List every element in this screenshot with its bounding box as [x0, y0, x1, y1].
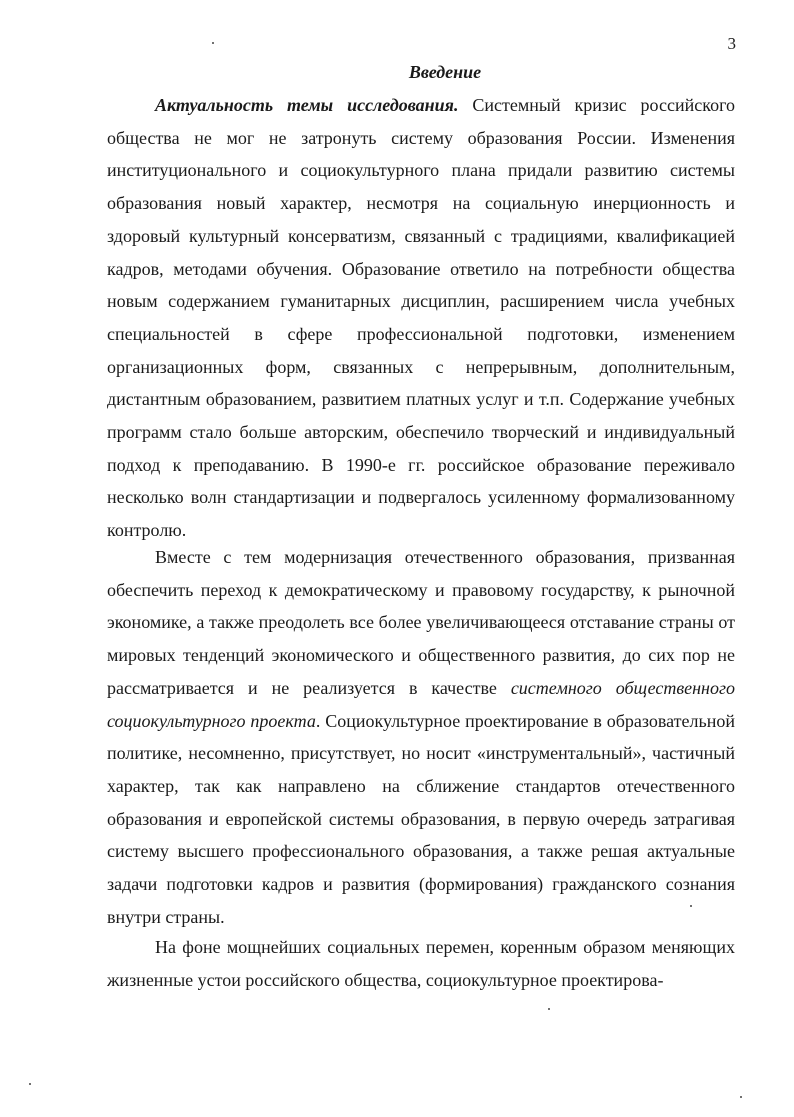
scan-speck	[212, 42, 214, 44]
scan-speck	[548, 1008, 550, 1010]
scan-speck	[740, 1096, 742, 1098]
paragraph-2-block	[107, 541, 735, 933]
scan-speck	[29, 1083, 31, 1085]
paragraph-3	[107, 931, 735, 996]
paragraph-1	[107, 89, 735, 547]
page-number: 3	[727, 34, 736, 53]
paragraph-1-text: Системный кризис российского общества не мог не затронуть систему образования России. Изменения институционального и социокультурного плана придали развитию системы образования новый характер, несмотря на социальную инерционность и здоровый культурный консерватизм, связанный с традициями, квалификацией кадров, методами обучения. Образование ответило на потребности общества новым содержанием гуманитарных дисциплин, расширением числа учебных специальностей в сфере профессиональной подготовки, изменением организационных форм, связанных с непрерывным, дополнительным, дистантным образованием, развитием платных услуг и т.п. Содержание учебных программ стало больше авторским, обеспечило творческий и индивидуальный подход к преподаванию. В 1990-е гг. российское образование переживало несколько волн стандартизации и подвергалось усиленному формализованному контролю.	[107, 95, 736, 541]
paragraph-1-block	[107, 89, 735, 547]
paragraph-2	[107, 541, 735, 933]
paragraph-1-lead: Актуальность темы исследования.	[155, 95, 459, 115]
paragraph-3-text: На фоне мощнейших социальных перемен, коренным образом меняющих жизненные устои российского общества, социокультурное проектирова-	[107, 937, 735, 990]
paragraph-3-block	[107, 931, 735, 996]
paragraph-2-text-before: Вместе с тем модернизация отечественного образования, призванная обеспечить переход к демократическому и правовому государству, к рыночной экономике, а также преодолеть все более увеличивающееся отставание страны от мировых тенденций экономического и общественного развития, до сих пор не рассматривается и не реализуется в качестве	[107, 547, 735, 698]
section-heading: Введение	[408, 62, 482, 82]
paragraph-2-emphasis: системного общественного социокультурного проекта	[107, 677, 735, 731]
paragraph-2-text-after: . Социокультурное проектирование в образовательной политике, несомненно, присутствует, но носит «инструментальный», частичный характер, так как направлено на сближение стандартов отечественного образования и европейской системы образования, в первую очередь затрагивая систему высшего профессионального образования, а также решая актуальные задачи подготовки кадров и развития (формирования) гражданского сознания внутри страны.	[107, 710, 735, 927]
scan-speck	[690, 905, 692, 907]
